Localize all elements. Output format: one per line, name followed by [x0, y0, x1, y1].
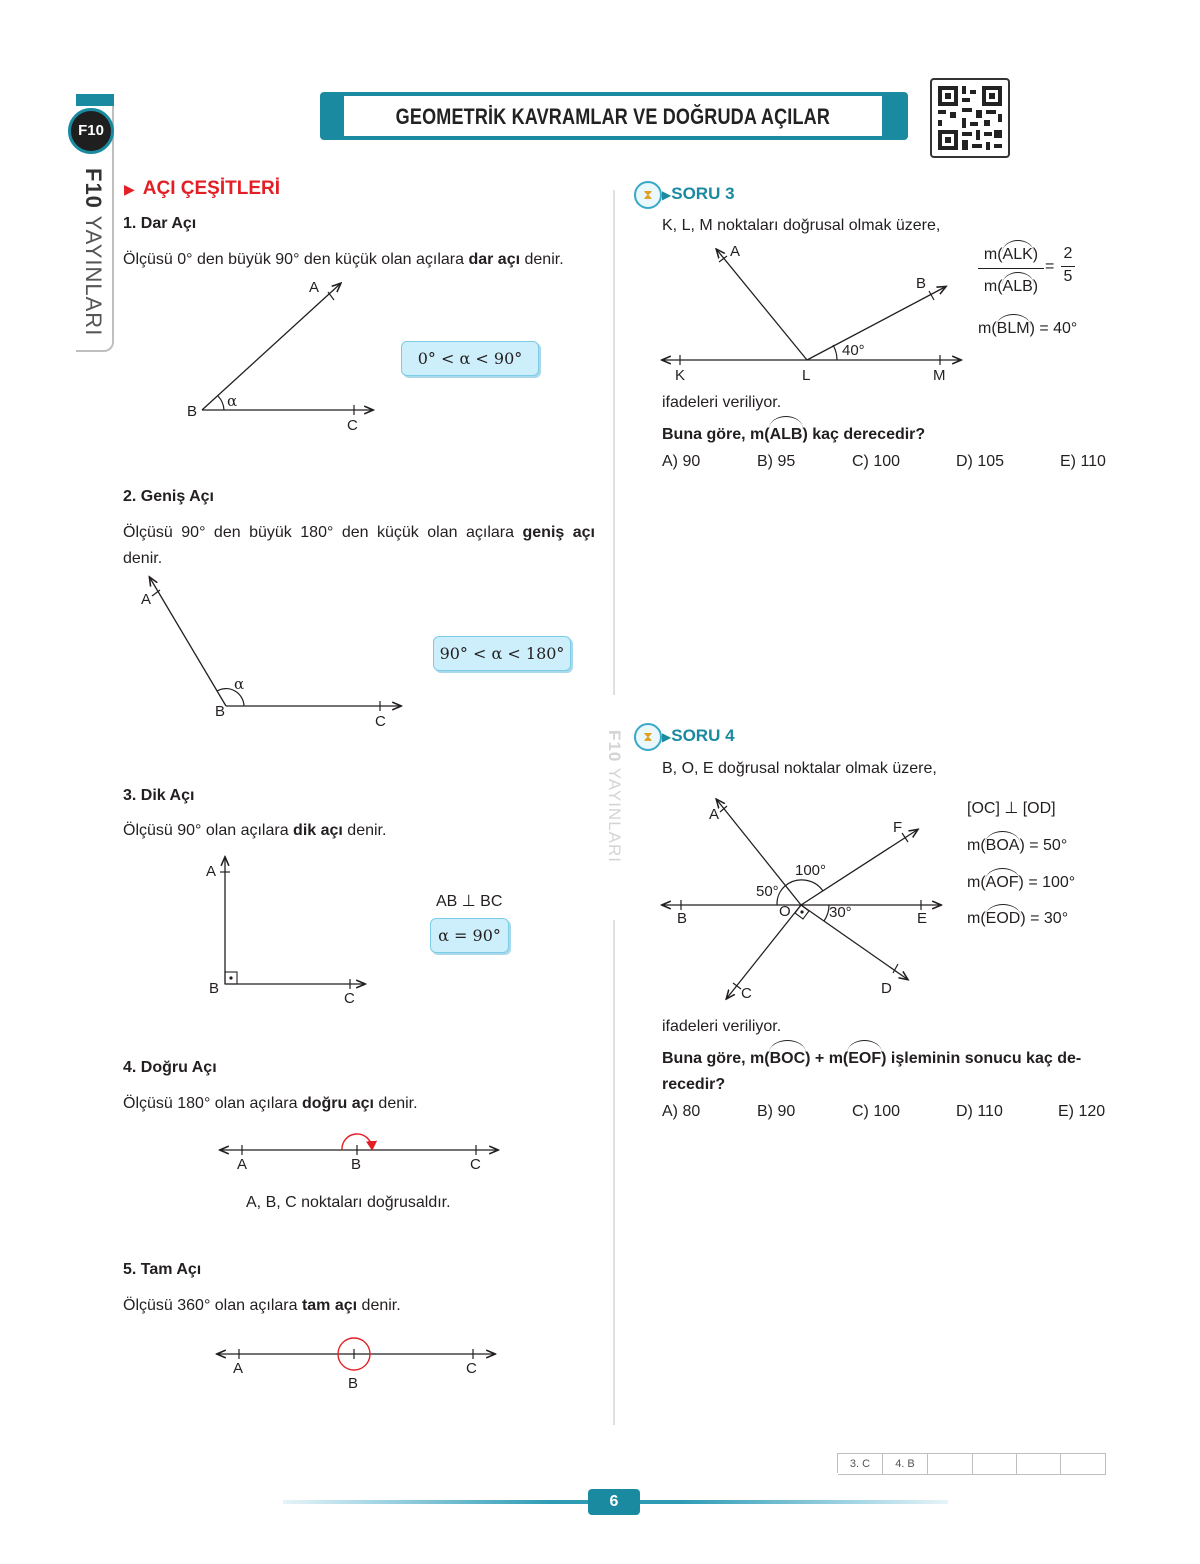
soru4-given-1: m(BOA) = 50° [967, 834, 1067, 855]
tam-label-c: C [466, 1360, 477, 1377]
brand-logo [68, 108, 114, 154]
dik-perp-text: AB ⊥ BC [436, 893, 503, 910]
soru4-label-e: E [917, 910, 928, 927]
soru4-outro: ifadeleri veriliyor. [662, 1018, 782, 1035]
soru3-question: Buna göre, m(ALB) kaç derecedir? [662, 419, 925, 448]
soru4-label-b: B [677, 910, 688, 927]
qr-pattern [932, 80, 1008, 156]
ray-la [717, 250, 807, 360]
soru3-choice-e[interactable]: E) 110 [1060, 453, 1106, 470]
section-title-text: AÇI ÇEŞİTLERİ [142, 178, 281, 199]
soru3-intro: K, L, M noktaları doğrusal olmak üzere, [662, 217, 941, 234]
soru4-choice-c[interactable]: C) 100 [852, 1103, 901, 1120]
hourglass-icon: ⧗ [634, 181, 662, 209]
page-title: GEOMETRİK KAVRAMLAR VE DOĞRUDA AÇILAR [395, 104, 831, 129]
genis-heading: 2. Geniş Açı [123, 488, 214, 505]
soru3-label-m: M [933, 367, 946, 384]
dar-label-a: A [309, 279, 320, 296]
header-title-box [344, 96, 882, 136]
soru3-choice-c[interactable]: C) 100 [852, 453, 901, 470]
page-number: 6 [609, 1493, 619, 1510]
soru4-label-a: A [709, 806, 720, 823]
soru3-label-a: A [730, 243, 741, 260]
brand-logo-text: F10 [78, 122, 104, 139]
dogru-label-c: C [470, 1156, 481, 1173]
ray-ba [202, 284, 340, 410]
genis-definition: Ölçüsü 90° den büyük 180° den küçük olan açılara geniş açı denir. [123, 524, 596, 567]
soru4-label-50: 50° [756, 883, 779, 900]
column-divider-bottom [613, 920, 615, 1425]
ray-ba [150, 578, 226, 706]
column-divider-top [613, 190, 615, 695]
soru3-figure [655, 240, 975, 375]
soru3-outro: ifadeleri veriliyor. [662, 394, 782, 411]
answer-key-cell [928, 1453, 973, 1475]
soru4-choice-d[interactable]: D) 110 [956, 1103, 1003, 1120]
section-title [124, 178, 280, 200]
soru4-perp: [OC] ⊥ [OD] [967, 800, 1056, 817]
dar-label-c: C [347, 417, 358, 434]
soru3-label-l: L [802, 367, 811, 384]
dik-label-b: B [209, 980, 220, 997]
soru4-label-100: 100° [795, 862, 827, 879]
soru3-choice-a[interactable]: A) 90 [662, 453, 701, 470]
tam-heading: 5. Tam Açı [123, 1261, 202, 1278]
acute-angle-figure [180, 270, 400, 440]
soru4-label-o: O [779, 903, 791, 920]
answer-key-cell: 4. B [883, 1453, 928, 1475]
play-icon: ▶ [124, 181, 135, 197]
soru4-choice-e[interactable]: E) 120 [1058, 1103, 1106, 1120]
dik-range-box: α = 90° [430, 918, 509, 953]
soru3-choice-d[interactable]: D) 105 [956, 453, 1005, 470]
genis-label-b: B [215, 703, 226, 720]
hourglass-icon: ⧗ [634, 723, 662, 751]
watermark-bold: F10 [605, 730, 624, 763]
dik-label-c: C [344, 990, 355, 1007]
brand-side-text: YAYINLARI [81, 215, 106, 337]
brand-vertical-text [80, 168, 110, 348]
genis-label-alpha: α [234, 675, 245, 693]
dar-label-b: B [187, 403, 198, 420]
soru3-label-angle: 40° [842, 342, 865, 359]
soru4-figure [655, 790, 955, 1005]
dik-heading: 3. Dik Açı [123, 787, 195, 804]
genis-label-c: C [375, 713, 386, 730]
soru3-label-k: K [675, 367, 686, 384]
answer-key-cell: 3. C [838, 1453, 883, 1475]
soru3-given: m(BLM) = 40° [978, 317, 1077, 338]
tam-label-a: A [233, 1360, 244, 1377]
dar-range-box: 0° < α < 90° [401, 341, 539, 376]
soru4-label-f: F [893, 819, 903, 836]
soru4-label-c: C [741, 985, 752, 1002]
brand-side-bold: F10 [81, 168, 106, 209]
dar-definition: Ölçüsü 0° den büyük 90° den küçük olan açılara dar açı denir. [123, 251, 564, 268]
dogru-definition: Ölçüsü 180° olan açılara doğru açı denir. [123, 1095, 418, 1112]
dik-definition: Ölçüsü 90° olan açılara dik açı denir. [123, 822, 387, 839]
soru4-title: ▶SORU 4 [662, 726, 735, 745]
watermark-text: YAYINLARI [605, 767, 624, 864]
soru4-choice-b[interactable]: B) 90 [757, 1103, 796, 1120]
dogru-label-b: B [351, 1156, 362, 1173]
soru4-given-3: m(EOD) = 30° [967, 907, 1068, 928]
soru3-label-b: B [916, 275, 927, 292]
dik-label-a: A [206, 863, 217, 880]
soru4-question: Buna göre, m(BOC) + m(EOF) işleminin sonucu kaç de- recedir? [662, 1043, 1108, 1098]
soru4-given-2: m(AOF) = 100° [967, 871, 1075, 892]
full-angle-figure [212, 1330, 502, 1380]
tam-label-b: B [348, 1375, 359, 1392]
soru3-ratio: m(ALK) m(ALB) = 2 5 [978, 243, 1088, 303]
dogru-label-a: A [237, 1156, 248, 1173]
answer-key-cell [973, 1453, 1017, 1475]
dar-heading: 1. Dar Açı [123, 215, 197, 232]
right-angle-figure [210, 850, 380, 1000]
dar-label-alpha: α [227, 392, 238, 410]
genis-label-a: A [141, 591, 152, 608]
soru4-label-30: 30° [829, 904, 852, 921]
tam-definition: Ölçüsü 360° olan açılara tam açı denir. [123, 1297, 401, 1314]
soru4-label-d: D [881, 980, 892, 997]
soru3-choice-b[interactable]: B) 95 [757, 453, 796, 470]
page-number-box [588, 1489, 640, 1515]
answer-key-cell [1017, 1453, 1061, 1475]
dogru-heading: 4. Doğru Açı [123, 1059, 217, 1076]
genis-range-box: 90° < α < 180° [433, 636, 571, 671]
ray-lb [807, 287, 945, 360]
answer-key-cell [1061, 1453, 1106, 1475]
brand-strip-top [76, 94, 114, 106]
qr-code-icon [930, 78, 1010, 158]
soru3-title: ▶SORU 3 [662, 184, 735, 203]
soru4-choice-a[interactable]: A) 80 [662, 1103, 701, 1120]
obtuse-angle-figure [130, 570, 420, 720]
play-icon: ▶ [662, 730, 672, 744]
soru4-intro: B, O, E doğrusal noktalar olmak üzere, [662, 760, 937, 777]
divider-watermark [600, 700, 630, 910]
ray-od [801, 905, 907, 979]
play-icon: ▶ [662, 188, 672, 202]
dogru-caption: A, B, C noktaları doğrusaldır. [246, 1194, 451, 1211]
